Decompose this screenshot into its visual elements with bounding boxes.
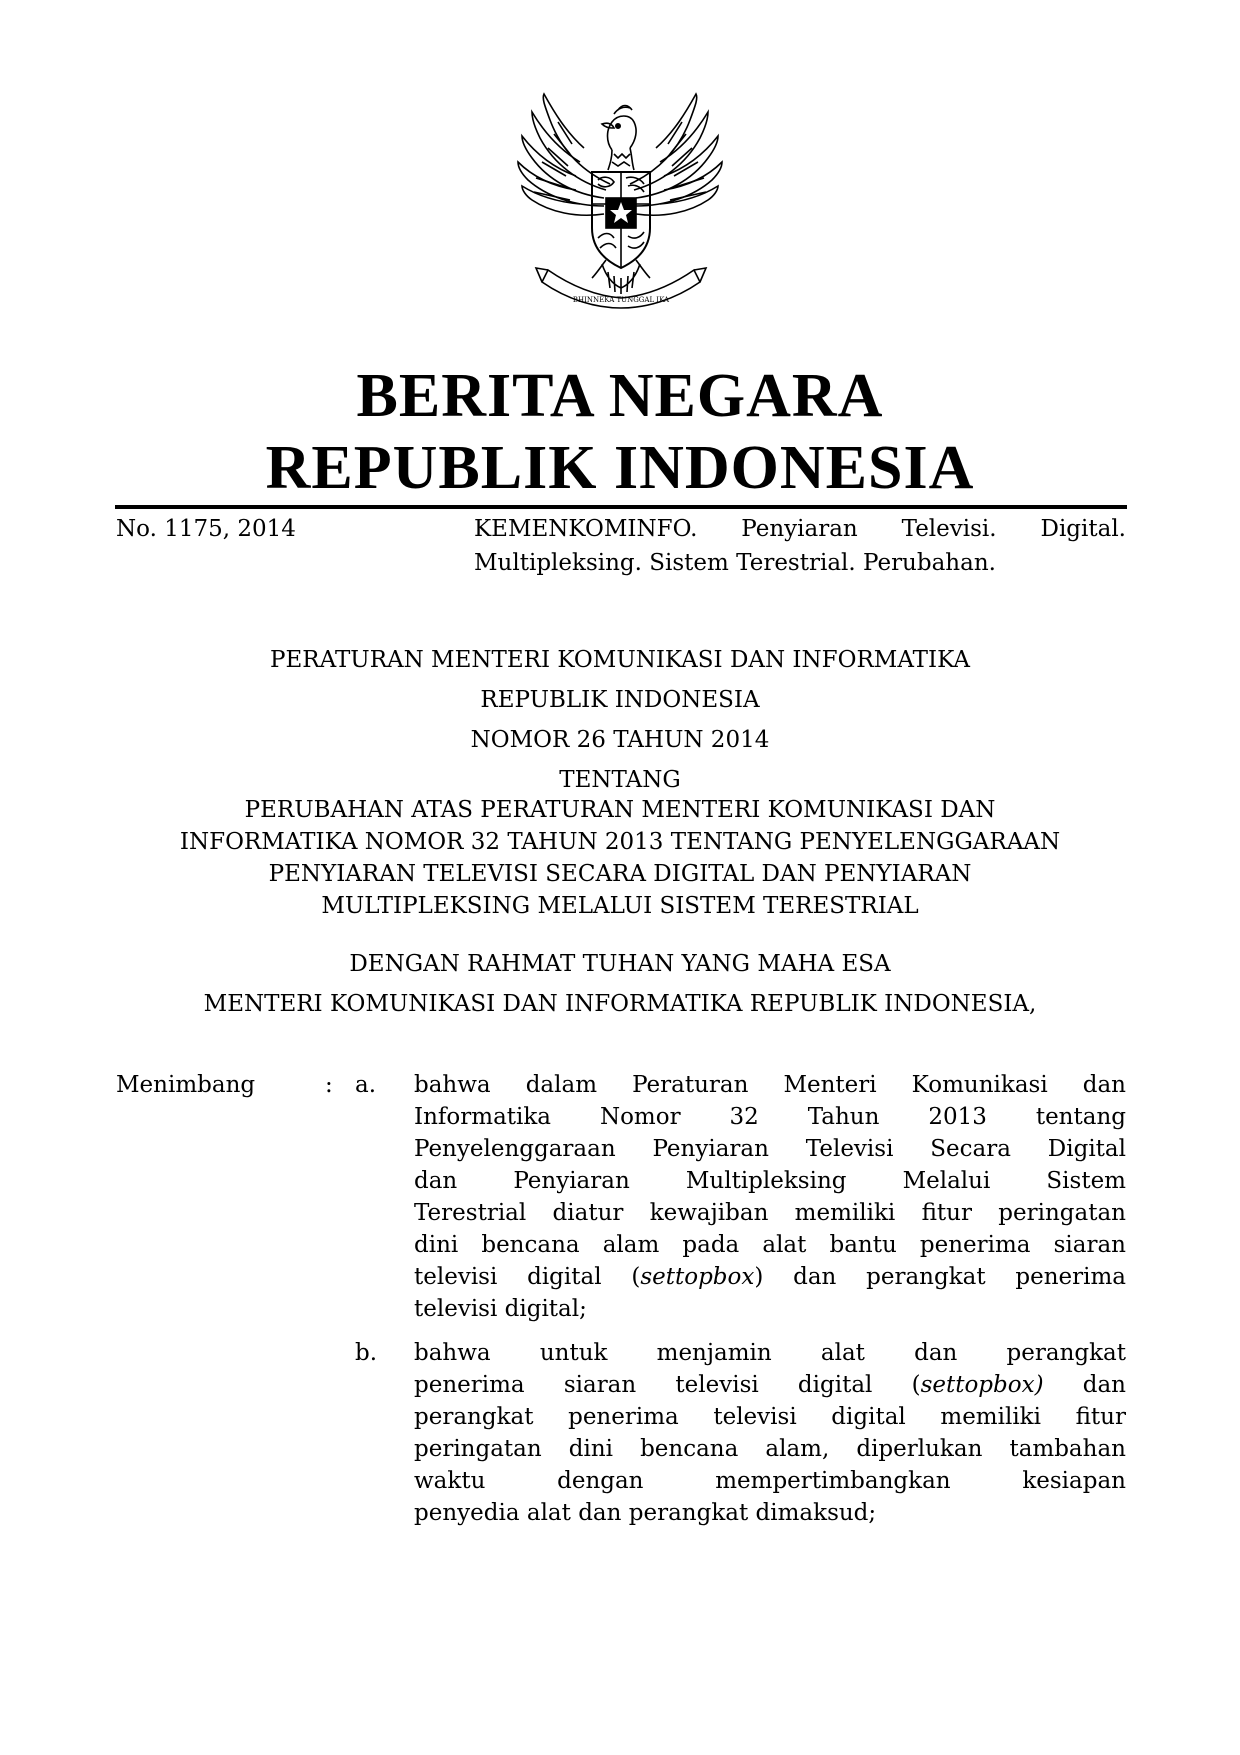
item-line: Terestrial diatur kewajiban memiliki fitur peringatan <box>414 1200 1126 1226</box>
considering-item-b <box>414 1337 1126 1529</box>
title-line: PENYIARAN TELEVISI SECARA DIGITAL DAN PENYIARAN <box>268 861 972 887</box>
regulation-heading <box>0 640 1240 800</box>
item-line-part: penerima siaran televisi digital ( <box>414 1372 921 1398</box>
heading-line: REPUBLIK INDONESIA <box>480 687 760 713</box>
item-line: televisi digital; <box>414 1296 587 1322</box>
heading-line: NOMOR 26 TAHUN 2014 <box>470 727 770 753</box>
gazette-subject <box>474 512 1126 580</box>
gazette-subject-line-2: Multipleksing. Sistem Terestrial. Perubahan. <box>474 550 996 576</box>
item-line: dini bencana alam pada alat bantu penerima siaran <box>414 1232 1126 1258</box>
item-line-italic: settopbox) <box>920 1372 1044 1398</box>
regulation-title <box>0 794 1240 922</box>
item-line-part: dan <box>1043 1372 1127 1398</box>
considering-colon: : <box>325 1072 333 1098</box>
item-line: peringatan dini bencana alam, diperlukan tambahan <box>414 1436 1126 1462</box>
svg-text:BHINNEKA TUNGGAL IKA: BHINNEKA TUNGGAL IKA <box>572 296 670 304</box>
item-line-italic: settopbox <box>640 1264 755 1290</box>
item-line <box>414 1369 1126 1401</box>
considering-item-a <box>414 1069 1126 1325</box>
garuda-emblem-icon <box>514 92 726 310</box>
item-line: waktu dengan mempertimbangkan kesiapan <box>414 1468 1126 1494</box>
item-line: bahwa untuk menjamin alat dan perangkat <box>414 1340 1126 1366</box>
regulation-preamble <box>0 944 1240 1024</box>
item-line-part: ) dan perangkat penerima <box>754 1264 1126 1290</box>
item-line: Penyelenggaraan Penyiaran Televisi Secara Digital <box>414 1136 1126 1162</box>
item-line-part: televisi digital ( <box>414 1264 641 1290</box>
title-line: MULTIPLEKSING MELALUI SISTEM TERESTRIAL <box>321 893 919 919</box>
gazette-subject-line-1: KEMENKOMINFO. Penyiaran Televisi. Digital. <box>474 516 1126 542</box>
preamble-line: DENGAN RAHMAT TUHAN YANG MAHA ESA <box>349 951 891 977</box>
considering-label: Menimbang <box>116 1072 256 1098</box>
masthead-line-2: REPUBLIK INDONESIA <box>265 434 975 502</box>
item-line: penyedia alat dan perangkat dimaksud; <box>414 1500 877 1526</box>
title-line: INFORMATIKA NOMOR 32 TAHUN 2013 TENTANG PENYELENGGARAAN <box>179 829 1061 855</box>
item-marker-a: a. <box>355 1072 377 1098</box>
masthead-rule <box>115 505 1127 509</box>
preamble-line: MENTERI KOMUNIKASI DAN INFORMATIKA REPUBLIK INDONESIA, <box>203 991 1037 1017</box>
item-line: bahwa dalam Peraturan Menteri Komunikasi dan <box>414 1072 1126 1098</box>
item-line: dan Penyiaran Multipleksing Melalui Sistem <box>414 1168 1126 1194</box>
item-line: perangkat penerima televisi digital memiliki fitur <box>414 1404 1126 1430</box>
masthead-line-1: BERITA NEGARA <box>356 362 884 430</box>
gazette-number: No. 1175, 2014 <box>116 516 296 542</box>
title-line: PERUBAHAN ATAS PERATURAN MENTERI KOMUNIKASI DAN <box>244 797 996 823</box>
heading-line: TENTANG <box>559 767 681 793</box>
heading-line: PERATURAN MENTERI KOMUNIKASI DAN INFORMATIKA <box>270 647 970 673</box>
item-marker-b: b. <box>355 1340 378 1366</box>
item-line <box>414 1261 1126 1293</box>
item-line: Informatika Nomor 32 Tahun 2013 tentang <box>414 1104 1126 1130</box>
